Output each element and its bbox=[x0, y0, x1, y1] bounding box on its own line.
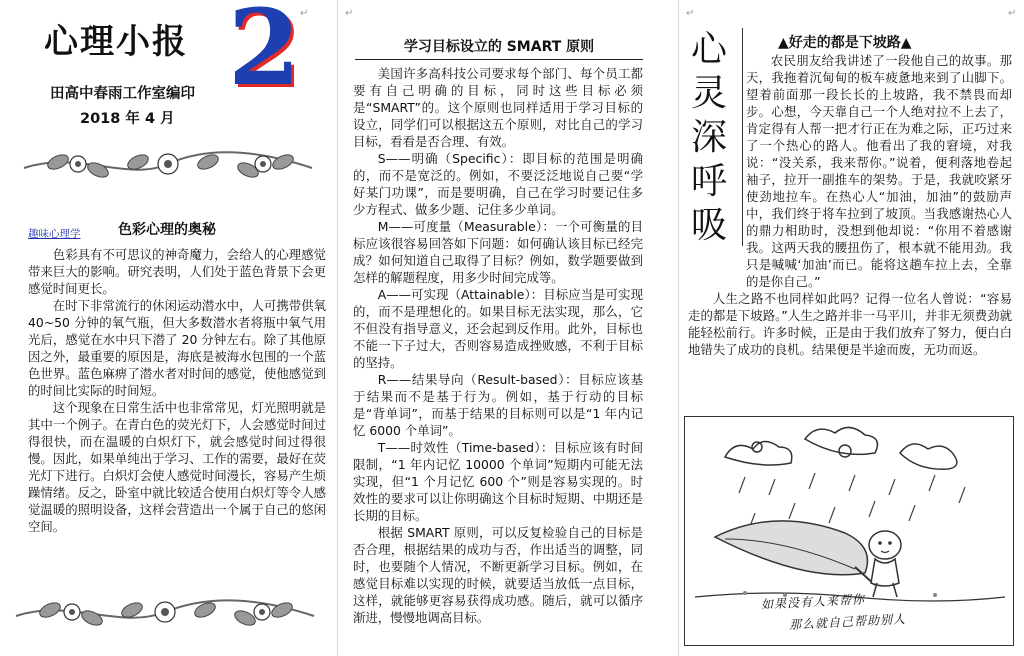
article-paragraph: 色彩具有不可思议的神奇魔力，会给人的心理感觉带来巨大的影响。研究表明，人们处于蓝色背景下会更感觉时间更长。 bbox=[28, 247, 326, 296]
article-paragraph: 这个现象在日常生活中也非常常见，灯光照明就是其中一个例子。在青白色的荧光灯下，人会感觉时间过得很快，而在温暖的白炽灯下，就会感觉时间过得很慢。因此，如果单纯出于学习、工作的需要，最好在荧光灯下进行。白炽灯会使人感觉时间漫长，容易产生烦躁情绪。反之，卧室中就比较适合使用白炽灯等令人感觉温暖的照明设备，这样会营造出一个属于自己的悠闲空间。 bbox=[28, 400, 326, 534]
issue-date: 2018 年 4 月 bbox=[80, 111, 175, 127]
article-paragraph: 人生之路不也同样如此吗？记得一位名人曾说：“容易走的都是下坡路。”人生之路并非一马平川，并非无须费劲就能轻松前行。许多时候，正是由于我们放弃了努力，便白白地错失了成功的良机。结果便是半途而废，无功而返。 bbox=[688, 291, 1012, 357]
article-body bbox=[28, 246, 326, 535]
article-paragraph: A——可实现（Attainable）：目标应当是可实现的，而不是理想化的。如果目标无法实现，那么，它不但没有指导意义，还会起到反作用。此外，目标也不能一下子过大，否则容易造成挫败感，不利于目标的坚持。 bbox=[353, 287, 643, 370]
article-paragraph: 根据 SMART 原则，可以反复检验自己的目标是否合理，根据结果的成功与否，作出适当的调整，同时，也要随个人情况，不断更新学习目标。例如，在感觉目标难以实现的时候，就要适当放低一点目标，这样，就能够更容易获得成功感。随后，就可以循序渐进，慢慢地调高目标。 bbox=[353, 525, 643, 625]
cartoon-illustration bbox=[684, 416, 1014, 646]
cartoon-drawing bbox=[685, 417, 1013, 645]
article-heading: 色彩心理的奥秘 bbox=[118, 222, 216, 238]
flower-divider bbox=[18, 140, 318, 190]
article-paragraph: 农民朋友给我讲述了一段他自己的故事。那天，我拖着沉甸甸的板车疲惫地来到了山脚下。望着前面那一段长长的上坡路，我不禁畏而却步。心想，今天靠自己一个人绝对拉不上去了，肯定得有人帮一把才行正在为难之际，正巧过来了一个热心的路人。他看出了我的窘境，对我说：“没关系，我来帮你。”说着，便利落地卷起袖子，拉开一副推车的架势。于是，我就咬紧牙使劲地拉车。在热心人“加油，加油”的鼓励声中，我们终于将车拉到了坡顶。当我感谢热心人的鼎力相助时，没想到他却说：“你用不着感谢我。这两天我的腰扭伤了，根本就不能用劲。我只是喊喊‘加油’而已。能将这趟车拉上去，全靠的是你自己。” bbox=[746, 53, 1012, 289]
article-paragraph: R——结果导向（Result-based）：目标应该基于结果而不是基于行为。例如，基于行动的目标是“背单词”，而基于结果的目标则可以是“1 年内记忆 6000 个单词”。 bbox=[353, 372, 643, 438]
publisher-line: 田高中春雨工作室编印 bbox=[50, 86, 195, 102]
article-heading: 学习目标设立的 SMART 原则 bbox=[355, 36, 643, 60]
article-paragraph: T——时效性（Time-based）：目标应该有时间限制，“1 年内记忆 10000 个单词”短期内可能无法实现，但“1 个月记忆 600 个”则是容易实现的。时效性的要求可以让你明确这个目标时短期、中期还是长期的目标。 bbox=[353, 440, 643, 523]
article-paragraph: 美国许多高科技公司要求每个部门、每个员工都要有自己明确的目标，同时这些目标必须是“SMART”的。这个原则也同样适用于学习目标的设立，同学们可以根据这五个原则，对比自己的学习目标，看看是否合理、有效。 bbox=[353, 66, 643, 149]
cartoon-caption: 那么就自己帮助别人 bbox=[788, 611, 907, 633]
article-paragraph: S——明确（Specific）：即目标的范围是明确的，而不是宽泛的。例如，不要泛泛地说自己要“学好某门功课”，而是要明确，自己在学习时要记住多少方程式、做多少题、记住多少单词。 bbox=[353, 151, 643, 217]
paragraph-mark: ↵ bbox=[686, 8, 695, 19]
article-body bbox=[353, 65, 643, 626]
flower-divider bbox=[10, 588, 320, 640]
column-title-text: 心灵深呼吸 bbox=[690, 29, 727, 246]
paragraph-mark: ↵ bbox=[300, 8, 309, 19]
article-paragraph: 在时下非常流行的休闲运动潜水中，人可携带供氧 40~50 分钟的氧气瓶，但大多数潜水者将瓶中氧气用光后，感觉在水中只下潜了 20 分钟左右。除了其他原因之外，最重要的原因是，海底是被海水包围的一个蓝色世界。蓝色麻痹了潜水者对时间的感觉，使他感觉到的时间比实际的时间短。 bbox=[28, 298, 326, 398]
cartoon-caption: 如果没有人来帮你 bbox=[760, 592, 866, 612]
paragraph-mark: ↵ bbox=[345, 8, 354, 19]
section-tag[interactable]: 趣味心理学 bbox=[28, 228, 81, 240]
issue-number: 2 bbox=[228, 0, 301, 109]
article-heading: ▲好走的都是下坡路▲ bbox=[778, 35, 912, 51]
article-paragraph: M——可度量（Measurable）：一个可衡量的目标应该很容易回答如下问题：如何确认该目标已经完成？如何知道自己取得了目标？例如，数学题要做到怎样的解题程度，用多少时间完成等。 bbox=[353, 219, 643, 285]
masthead-title: 心理小报 bbox=[44, 22, 188, 62]
article-body bbox=[688, 52, 1012, 358]
paragraph-mark: ↵ bbox=[1008, 8, 1017, 19]
